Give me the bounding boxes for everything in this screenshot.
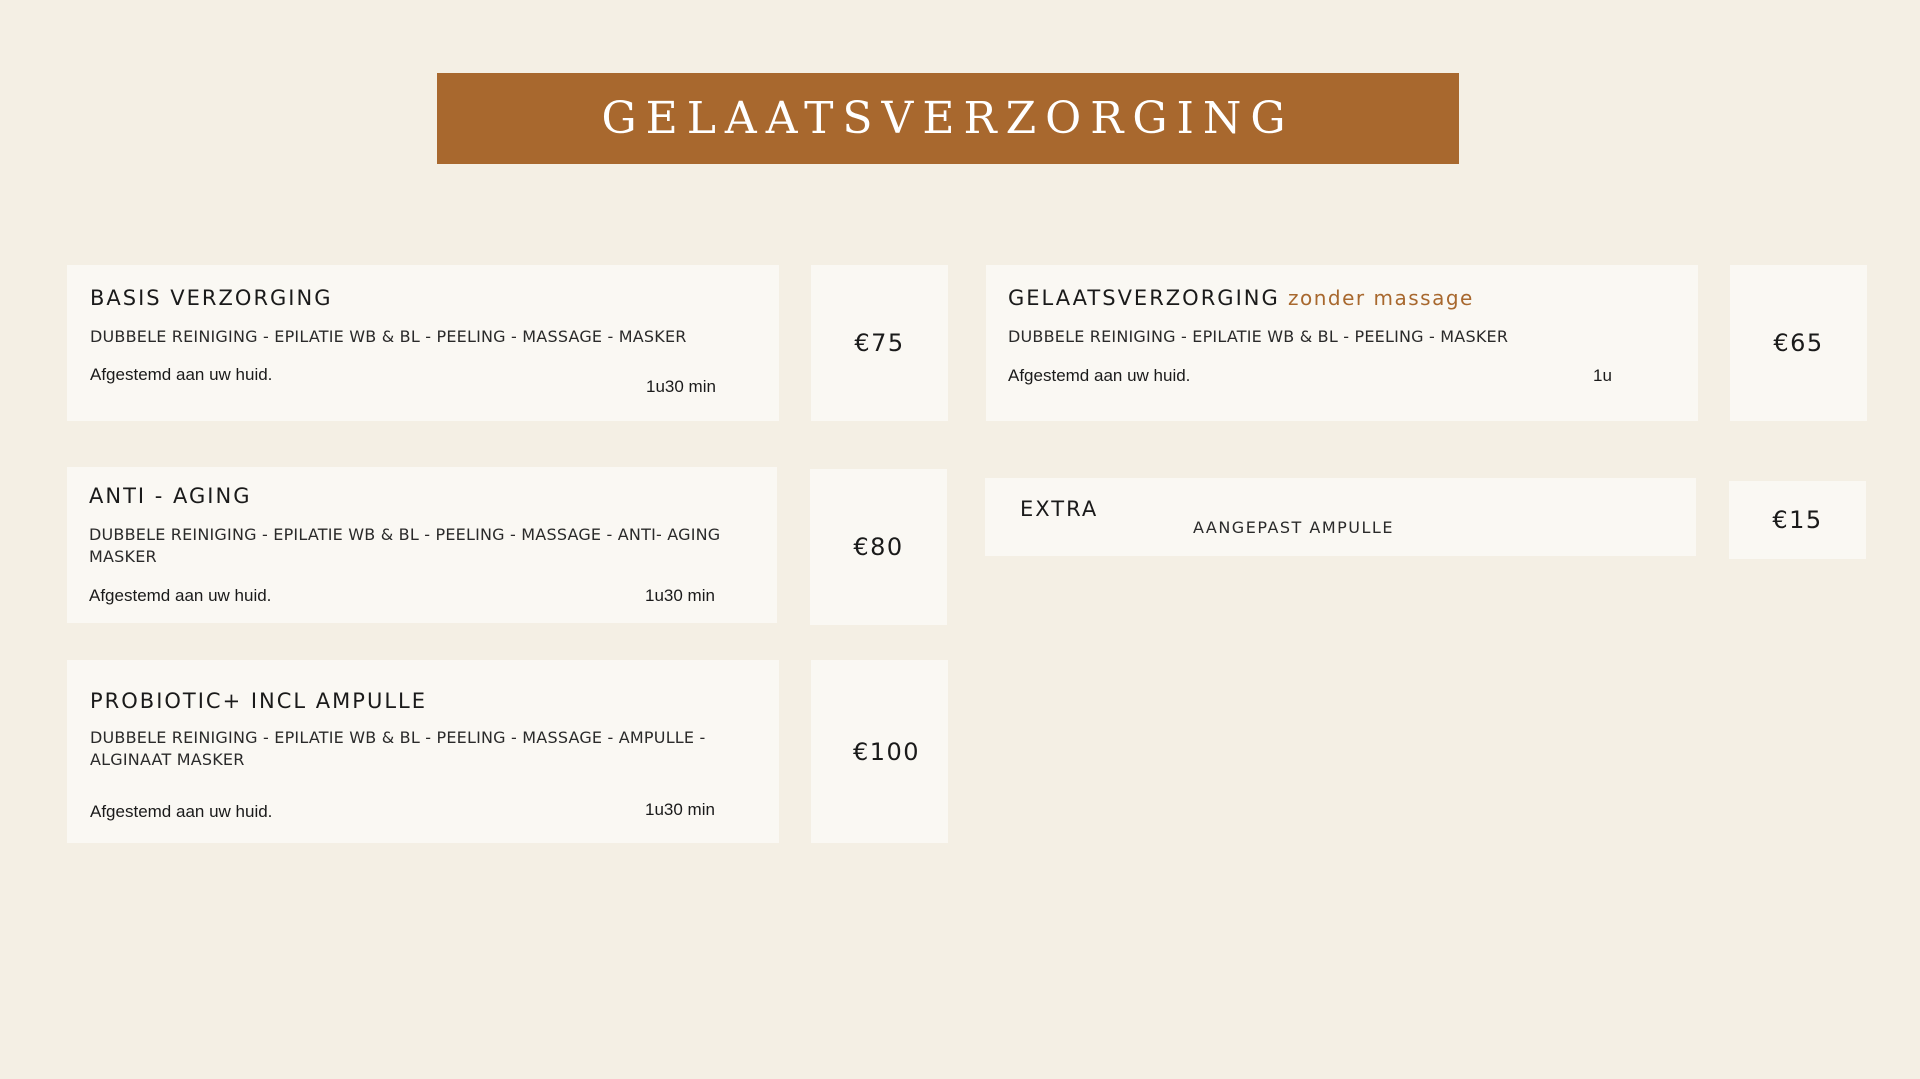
price-label: €75	[854, 329, 905, 357]
treatment-duration: 1u30 min	[645, 586, 715, 605]
treatment-card-probiotic	[67, 660, 779, 843]
price-box-gelaatsverzorging	[1730, 265, 1867, 421]
treatment-description: AANGEPAST AMPULLE	[1193, 518, 1394, 537]
price-label: €15	[1772, 506, 1823, 534]
price-label: €65	[1773, 329, 1824, 357]
price-box-probiotic	[811, 660, 948, 843]
treatment-description: DUBBELE REINIGING - EPILATIE WB & BL - PEELING - MASKER	[1008, 327, 1509, 346]
treatment-subtitle: zonder massage	[1288, 286, 1474, 310]
treatment-note: Afgestemd aan uw huid.	[90, 802, 273, 821]
treatment-title: EXTRA	[1020, 497, 1099, 521]
treatment-card-extra	[985, 478, 1696, 556]
treatment-duration: 1u30 min	[645, 800, 715, 819]
treatment-card-basis	[67, 265, 779, 421]
treatment-note: Afgestemd aan uw huid.	[89, 586, 272, 605]
price-box-basis	[811, 265, 948, 421]
title-banner	[437, 73, 1459, 164]
treatment-title: ANTI - AGING	[89, 484, 252, 508]
treatment-duration: 1u	[1593, 366, 1612, 385]
treatment-description: DUBBELE REINIGING - EPILATIE WB & BL - PEELING - MASSAGE - ANTI- AGING MASKER	[89, 525, 721, 566]
treatment-title: GELAATSVERZORGING	[1008, 286, 1280, 310]
treatment-duration: 1u30 min	[646, 377, 716, 396]
treatment-title: BASIS VERZORGING	[90, 286, 333, 310]
treatment-description: DUBBELE REINIGING - EPILATIE WB & BL - PEELING - MASSAGE - MASKER	[90, 327, 687, 346]
price-label: €100	[852, 737, 921, 766]
treatment-note: Afgestemd aan uw huid.	[1008, 366, 1191, 385]
price-label: €80	[853, 533, 904, 561]
treatment-card-anti-aging	[67, 467, 777, 623]
treatment-title: PROBIOTIC+ INCL AMPULLE	[90, 689, 427, 713]
price-box-anti-aging	[810, 469, 947, 625]
treatment-note: Afgestemd aan uw huid.	[90, 365, 273, 384]
price-box-extra	[1729, 481, 1866, 559]
treatment-description: DUBBELE REINIGING - EPILATIE WB & BL - PEELING - MASSAGE - AMPULLE - ALGINAAT MASKER	[90, 728, 706, 769]
page-title: GELAATSVERZORGING	[601, 93, 1295, 144]
treatment-card-gelaatsverzorging	[986, 265, 1698, 421]
